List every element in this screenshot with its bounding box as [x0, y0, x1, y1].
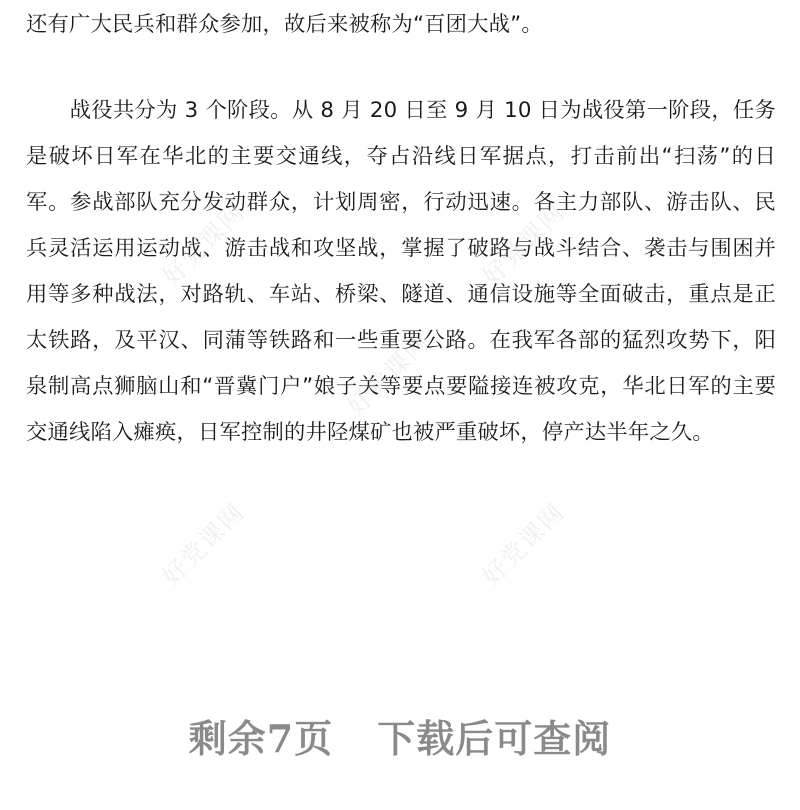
- remaining-pages-banner[interactable]: [0, 708, 800, 763]
- watermark: 好党课网: [157, 497, 251, 591]
- download-hint-label: 下载后可查阅: [377, 716, 612, 761]
- watermark: 好党课网: [342, 327, 436, 421]
- remaining-pages-label: 剩余7页: [188, 716, 334, 761]
- paragraph-campaign-stages: 战役共分为 3 个阶段。从 8 月 20 日至 9 月 10 日为战役第一阶段，任务是破坏日军在华北的主要交通线，夺占沿线日军据点，打击前出“扫荡”的日军。参战部队充分发动群众，计划周密，行动迅速。各主力部队、游击队、民兵灵活运用运动战、游击战和攻坚战，掌握了破路与战斗结合、袭击与围困并用等多种战法，对路轨、车站、桥梁、隧道、通信设施等全面破击，重点是正太铁路，及平汉、同蒲等铁路和一些重要公路。在我军各部的猛烈攻势下，阳泉制高点狮脑山和“晋冀门户”娘子关等要点要隘接连被攻克，华北日军的主要交通线陷入瘫痪，日军控制的井陉煤矿也被严重破坏，停产达半年之久。: [26, 98, 776, 445]
- watermark: 好党课网: [477, 197, 571, 291]
- watermark: 好党课网: [157, 197, 251, 291]
- watermark: 好党课网: [477, 497, 571, 591]
- paragraph-continuation: 还有广大民兵和群众参加，故后来被称为“百团大战”。: [26, 12, 543, 37]
